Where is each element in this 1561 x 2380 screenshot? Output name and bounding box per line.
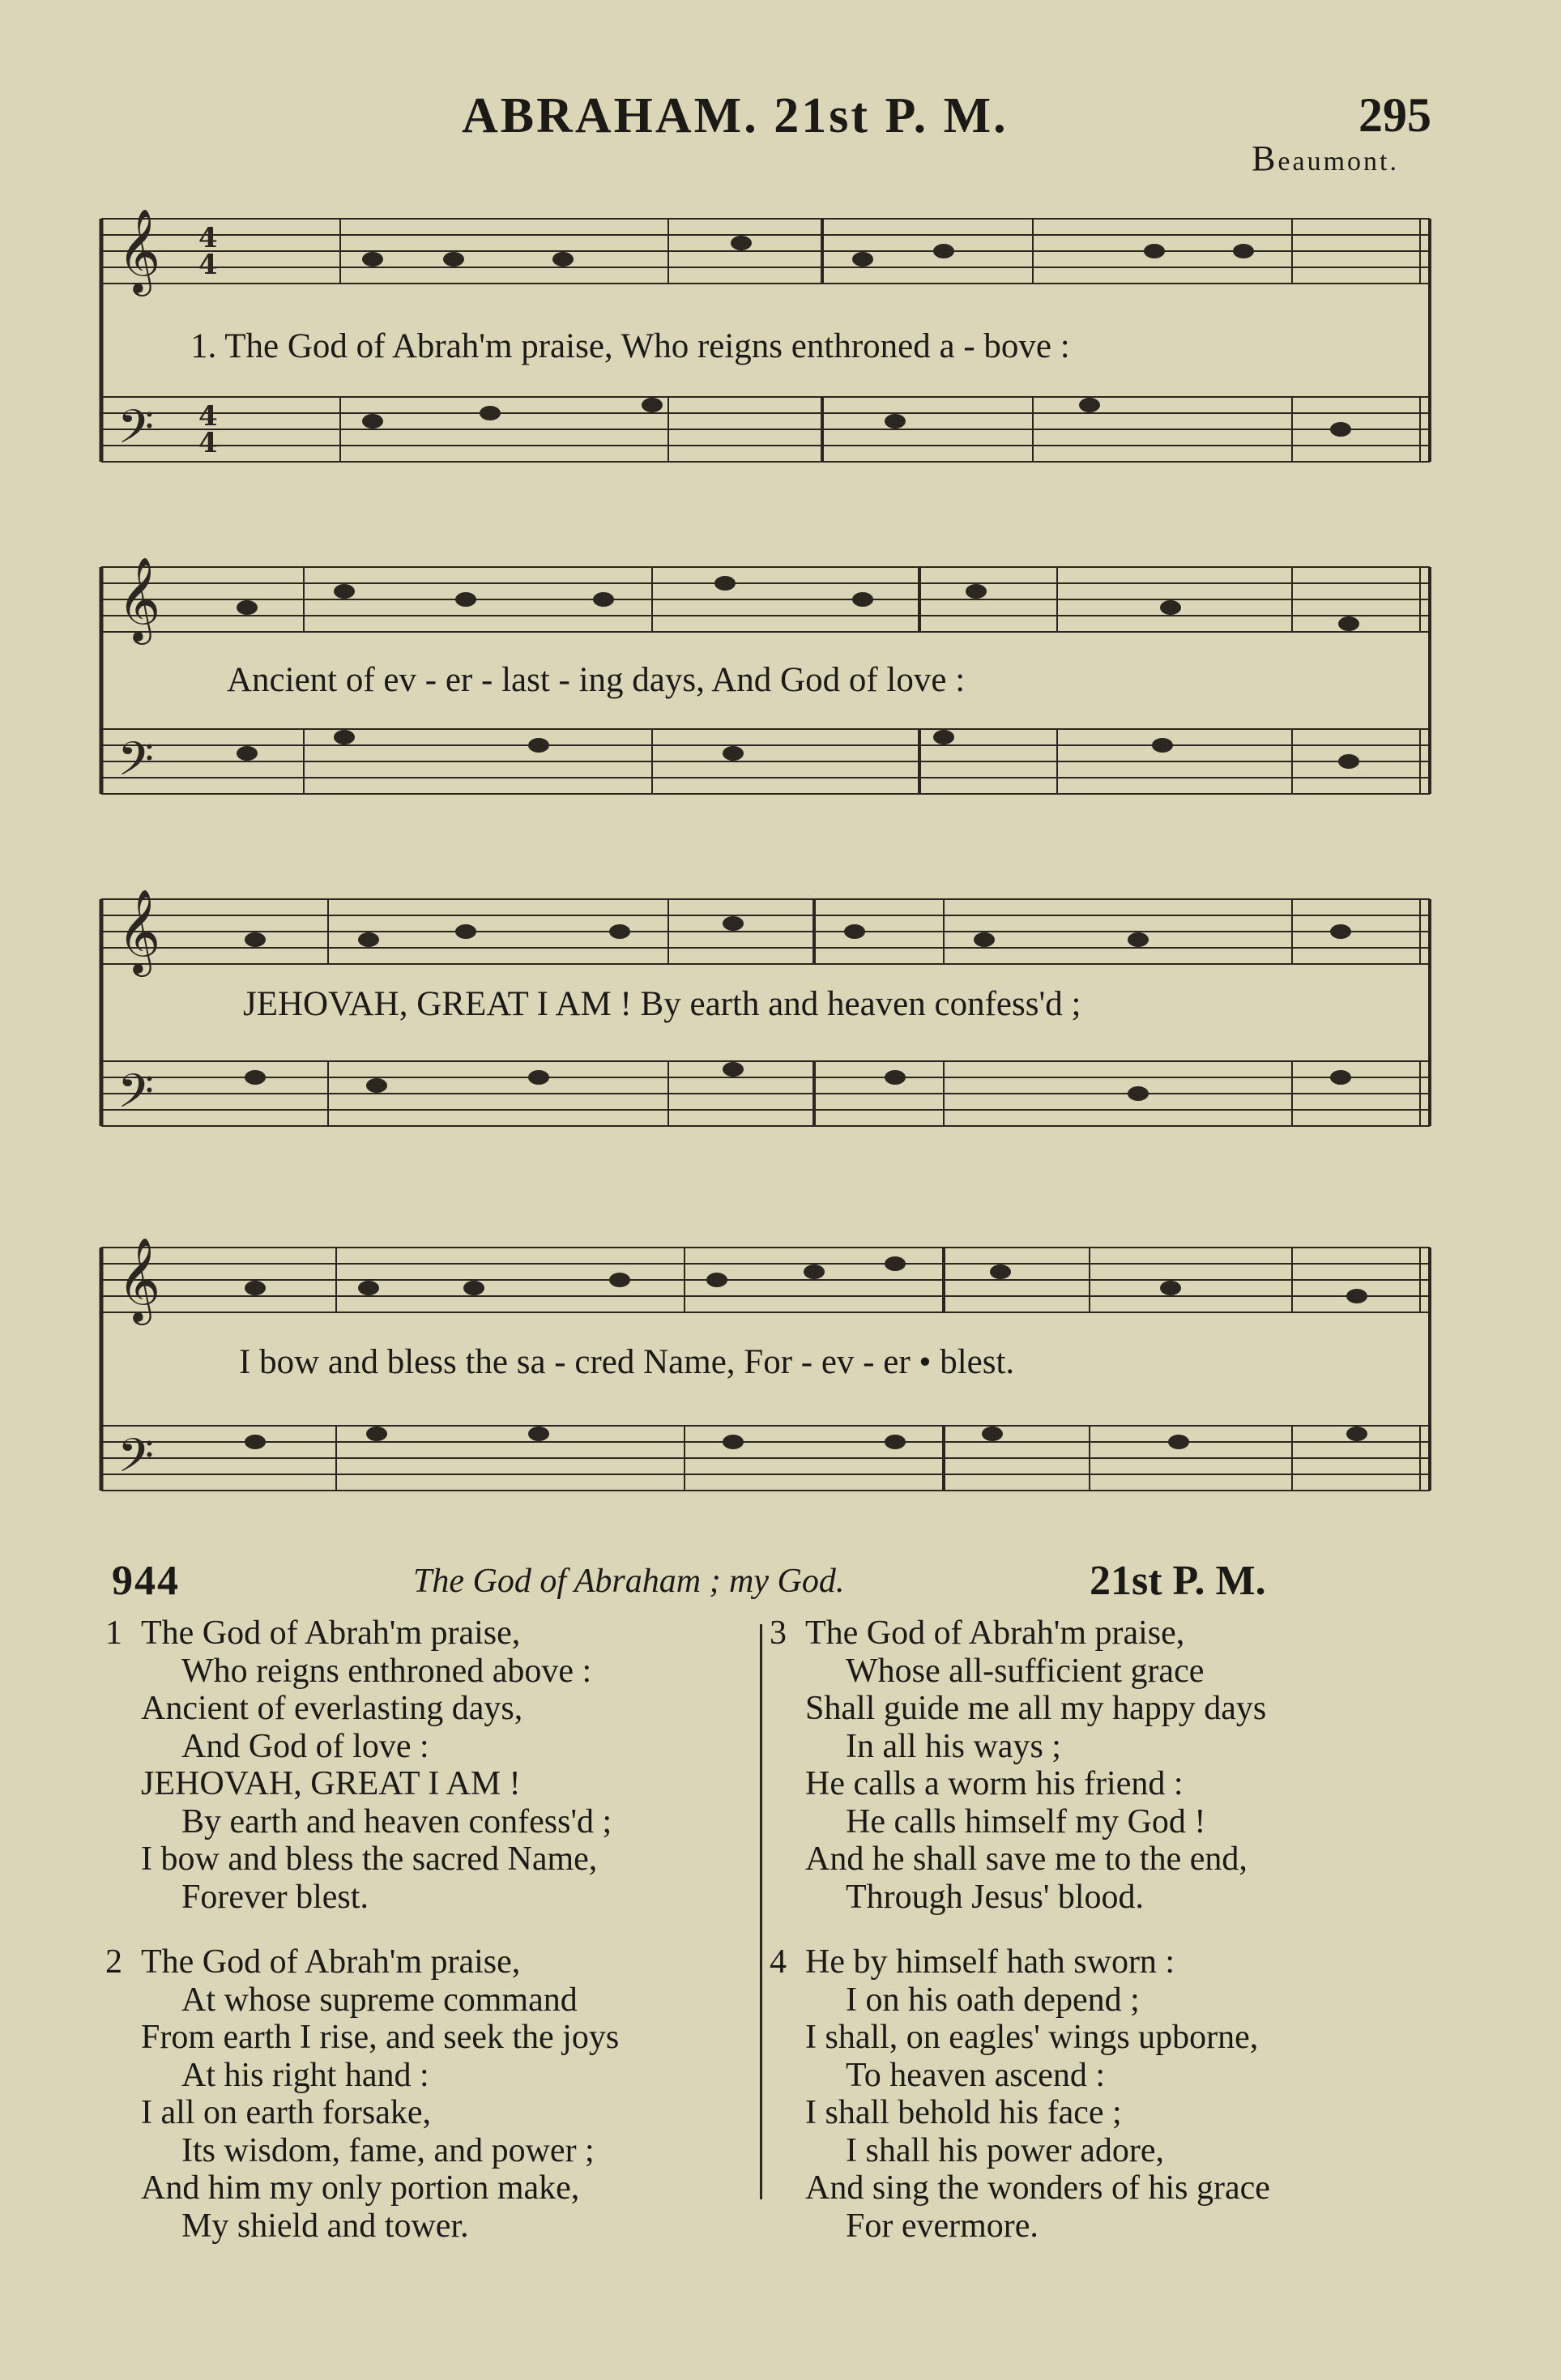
stanza-line: JEHOVAH, GREAT I AM ! <box>141 1765 521 1802</box>
svg-text:4: 4 <box>198 400 218 433</box>
svg-text:𝄢: 𝄢 <box>117 1428 155 1495</box>
column-divider <box>760 1624 762 2199</box>
stanza-1 <box>105 1614 721 1916</box>
stanza-line: And he shall save me to the end, <box>805 1840 1248 1878</box>
svg-text:𝄞: 𝄞 <box>117 208 161 293</box>
stanza-line: I shall behold his face ; <box>805 2094 1122 2131</box>
composer-name: Beaumont. <box>1252 139 1399 178</box>
stanza-line: At whose supreme command <box>181 1981 578 2019</box>
stanza-line: For evermore. <box>846 2207 1039 2245</box>
svg-text:𝄞: 𝄞 <box>117 889 161 974</box>
stanza-line-text: He by himself hath sworn : <box>805 1943 1175 1981</box>
svg-text:𝄢: 𝄢 <box>117 399 155 466</box>
stanza-number: 3 <box>770 1614 787 1652</box>
hymn-number: 944 <box>112 1558 180 1604</box>
lyric-line: I bow and bless the sa - cred Name, For - ev - er • blest. <box>239 1343 1015 1381</box>
stanza-2 <box>105 1943 721 2245</box>
music-system-4 <box>85 1215 1446 1523</box>
stanza-line: And him my only portion make, <box>141 2169 580 2207</box>
stanza-3 <box>770 1614 1385 1916</box>
tune-title: ABRAHAM. 21st P. M. <box>462 88 1009 143</box>
svg-text:4: 4 <box>198 427 218 459</box>
stanza-number: 2 <box>105 1943 122 1981</box>
stanza-line: Whose all-sufficient grace <box>846 1652 1205 1690</box>
stanza-line: To heaven ascend : <box>846 2056 1106 2094</box>
stanza-line: Its wisdom, fame, and power ; <box>181 2131 595 2169</box>
stanza-line: I on his oath depend ; <box>846 1981 1140 2019</box>
stanza-line-text: The God of Abrah'm praise, <box>141 1943 521 1981</box>
stanza-line <box>770 1943 1385 1981</box>
stanza-line: I shall his power adore, <box>846 2131 1165 2169</box>
stanza-line: Ancient of everlasting days, <box>141 1690 523 1727</box>
svg-text:𝄢: 𝄢 <box>117 731 155 798</box>
stanza-line <box>105 1614 721 1653</box>
stanza-line <box>105 1943 721 1981</box>
hymn-subtitle: The God of Abraham ; my God. <box>413 1563 845 1600</box>
stanza-column-left <box>105 1614 721 2272</box>
stanza-line: And sing the wonders of his grace <box>805 2169 1270 2207</box>
stanza-line: I all on earth forsake, <box>141 2094 432 2131</box>
stanza-line: My shield and tower. <box>181 2207 469 2245</box>
page-header <box>0 87 1561 178</box>
stanza-line: Through Jesus' blood. <box>846 1878 1145 1916</box>
hymn-heading <box>0 1557 1561 1614</box>
stanza-line: Shall guide me all my happy days <box>805 1690 1267 1727</box>
stanza-line: By earth and heaven confess'd ; <box>181 1802 612 1840</box>
stanza-line: I shall, on eagles' wings upborne, <box>805 2019 1259 2056</box>
stanza-line: At his right hand : <box>181 2056 429 2094</box>
stanza-line: From earth I rise, and seek the joys <box>141 2019 620 2056</box>
stanza-line-text: The God of Abrah'm praise, <box>141 1614 521 1652</box>
lyric-line: 1. The God of Abrah'm praise, Who reigns enthroned a - bove : <box>190 327 1070 365</box>
stanza-line: I bow and bless the sacred Name, <box>141 1840 598 1878</box>
svg-text:4: 4 <box>198 222 218 254</box>
stanza-line: And God of love : <box>181 1727 429 1765</box>
lyric-line: JEHOVAH, GREAT I AM ! By earth and heaven confess'd ; <box>243 985 1081 1023</box>
music-system-1 <box>85 194 1446 502</box>
svg-text:𝄞: 𝄞 <box>117 557 161 642</box>
hymn-meter: 21st P. M. <box>1090 1558 1266 1604</box>
stanza-line: Forever blest. <box>181 1878 369 1916</box>
stanza-line: He calls a worm his friend : <box>805 1765 1184 1802</box>
svg-text:𝄞: 𝄞 <box>117 1237 161 1322</box>
lyric-line: Ancient of ev - er - last - ing days, And God of love : <box>227 661 966 699</box>
stanza-line: He calls himself my God ! <box>846 1802 1206 1840</box>
page-number: 295 <box>1358 88 1431 142</box>
stanza-line <box>770 1614 1385 1653</box>
stanza-number: 1 <box>105 1614 122 1652</box>
stanza-line-text: The God of Abrah'm praise, <box>805 1614 1185 1652</box>
music-system-2 <box>85 535 1446 826</box>
music-system-3 <box>85 867 1446 1158</box>
stanza-line: Who reigns enthroned above : <box>181 1652 592 1690</box>
stanza-line: In all his ways ; <box>846 1727 1061 1765</box>
stanza-number: 4 <box>770 1943 787 1981</box>
stanza-column-right <box>770 1614 1385 2272</box>
svg-text:𝄢: 𝄢 <box>117 1064 155 1130</box>
stanza-4 <box>770 1943 1385 2245</box>
svg-text:4: 4 <box>198 249 218 281</box>
